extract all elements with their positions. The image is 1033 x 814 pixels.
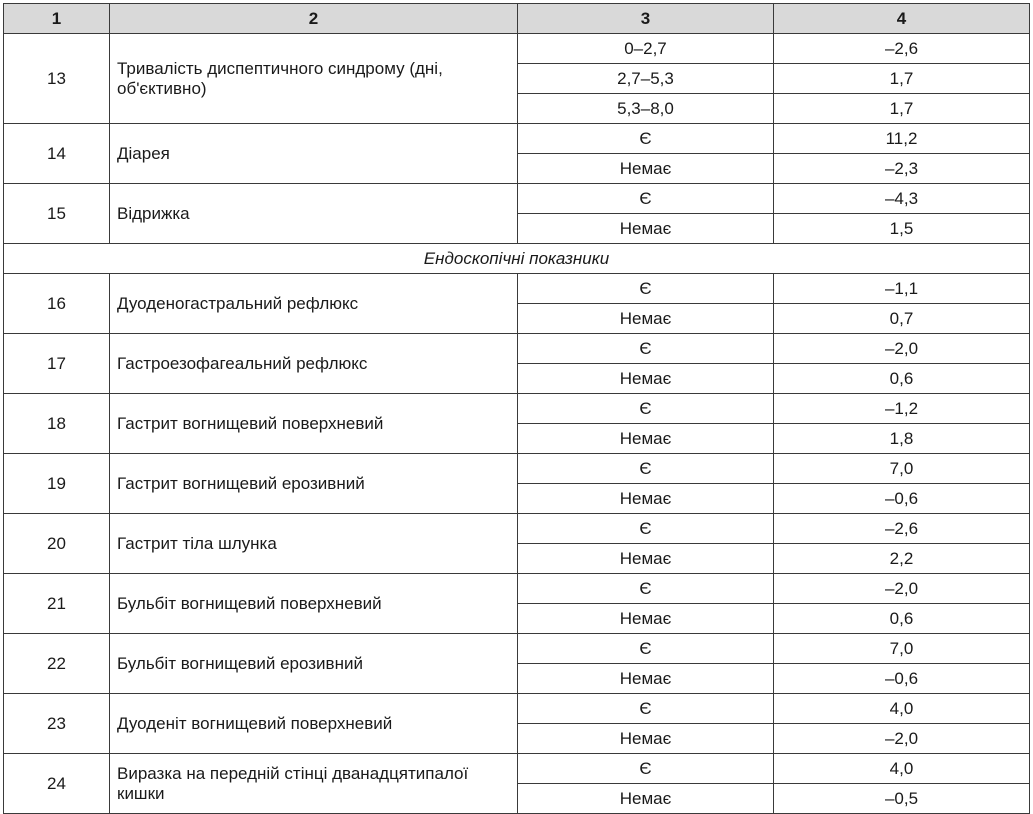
indicator-option: Є: [518, 754, 774, 784]
indicator-value: 0,6: [774, 364, 1030, 394]
indicator-option: Немає: [518, 364, 774, 394]
indicator-option: Є: [518, 634, 774, 664]
indicator-name: Гастрит вогнищевий поверхневий: [110, 394, 518, 454]
indicator-name: Діарея: [110, 124, 518, 184]
indicator-name: Гастроезофагеальний рефлюкс: [110, 334, 518, 394]
indicator-value: –0,6: [774, 484, 1030, 514]
indicator-option: Немає: [518, 304, 774, 334]
indicator-name: Відрижка: [110, 184, 518, 244]
indicator-value: –1,2: [774, 394, 1030, 424]
indicator-option: Є: [518, 124, 774, 154]
data-table: [3, 3, 1030, 814]
table-row: [4, 634, 1030, 664]
header-col-3: 3: [518, 4, 774, 34]
indicator-option: 2,7–5,3: [518, 64, 774, 94]
indicator-name: Тривалість диспептичного синдрому (дні, об'єктивно): [110, 34, 518, 124]
indicator-option: Немає: [518, 424, 774, 454]
indicator-name: Виразка на передній стінці дванадцятипалої кишки: [110, 754, 518, 814]
indicator-value: 0,7: [774, 304, 1030, 334]
row-number: 18: [4, 394, 110, 454]
indicator-name: Бульбіт вогнищевий поверхневий: [110, 574, 518, 634]
row-number: 20: [4, 514, 110, 574]
header-col-2: 2: [110, 4, 518, 34]
indicator-value: –0,6: [774, 664, 1030, 694]
section-title: Ендоскопічні показники: [4, 244, 1030, 274]
indicator-option: Є: [518, 454, 774, 484]
indicator-value: –2,3: [774, 154, 1030, 184]
indicator-value: 2,2: [774, 544, 1030, 574]
indicator-option: Немає: [518, 784, 774, 814]
indicator-option: Є: [518, 574, 774, 604]
header-col-4: 4: [774, 4, 1030, 34]
header-row: [4, 4, 1030, 34]
indicator-value: –4,3: [774, 184, 1030, 214]
indicator-option: Немає: [518, 724, 774, 754]
table-header: [4, 4, 1030, 34]
table-row: [4, 124, 1030, 154]
indicator-option: Є: [518, 694, 774, 724]
row-number: 21: [4, 574, 110, 634]
indicator-value: 1,7: [774, 64, 1030, 94]
indicator-option: Є: [518, 394, 774, 424]
indicator-name: Дуоденогастральний рефлюкс: [110, 274, 518, 334]
indicator-option: Є: [518, 184, 774, 214]
indicator-value: 7,0: [774, 454, 1030, 484]
indicator-option: 5,3–8,0: [518, 94, 774, 124]
indicator-option: Немає: [518, 544, 774, 574]
indicator-value: 1,8: [774, 424, 1030, 454]
indicator-name: Гастрит тіла шлунка: [110, 514, 518, 574]
indicator-value: –2,0: [774, 574, 1030, 604]
table-row: [4, 34, 1030, 64]
indicator-name: Бульбіт вогнищевий ерозивний: [110, 634, 518, 694]
table-row: [4, 184, 1030, 214]
table-row: [4, 694, 1030, 724]
indicator-value: 11,2: [774, 124, 1030, 154]
indicator-value: 4,0: [774, 694, 1030, 724]
row-number: 22: [4, 634, 110, 694]
table-body: [4, 34, 1030, 814]
section-row: [4, 244, 1030, 274]
indicator-value: –2,6: [774, 34, 1030, 64]
row-number: 14: [4, 124, 110, 184]
header-col-1: 1: [4, 4, 110, 34]
row-number: 24: [4, 754, 110, 814]
indicator-value: –2,0: [774, 724, 1030, 754]
indicator-value: 4,0: [774, 754, 1030, 784]
row-number: 23: [4, 694, 110, 754]
indicator-option: Немає: [518, 154, 774, 184]
indicator-value: –2,0: [774, 334, 1030, 364]
indicator-name: Дуоденіт вогнищевий поверхневий: [110, 694, 518, 754]
table-row: [4, 274, 1030, 304]
indicator-option: Немає: [518, 604, 774, 634]
row-number: 17: [4, 334, 110, 394]
row-number: 15: [4, 184, 110, 244]
indicator-value: –2,6: [774, 514, 1030, 544]
indicator-value: –1,1: [774, 274, 1030, 304]
indicator-option: Є: [518, 514, 774, 544]
indicator-option: Немає: [518, 214, 774, 244]
table-row: [4, 514, 1030, 544]
indicator-value: 7,0: [774, 634, 1030, 664]
table-row: [4, 394, 1030, 424]
indicator-value: 0,6: [774, 604, 1030, 634]
indicator-option: 0–2,7: [518, 34, 774, 64]
row-number: 13: [4, 34, 110, 124]
table-row: [4, 574, 1030, 604]
indicator-option: Немає: [518, 484, 774, 514]
indicator-name: Гастрит вогнищевий ерозивний: [110, 454, 518, 514]
indicator-option: Є: [518, 334, 774, 364]
indicator-value: 1,7: [774, 94, 1030, 124]
table-row: [4, 454, 1030, 484]
table-row: [4, 334, 1030, 364]
indicator-value: 1,5: [774, 214, 1030, 244]
indicator-option: Є: [518, 274, 774, 304]
table-row: [4, 754, 1030, 784]
indicator-option: Немає: [518, 664, 774, 694]
row-number: 19: [4, 454, 110, 514]
row-number: 16: [4, 274, 110, 334]
indicator-value: –0,5: [774, 784, 1030, 814]
